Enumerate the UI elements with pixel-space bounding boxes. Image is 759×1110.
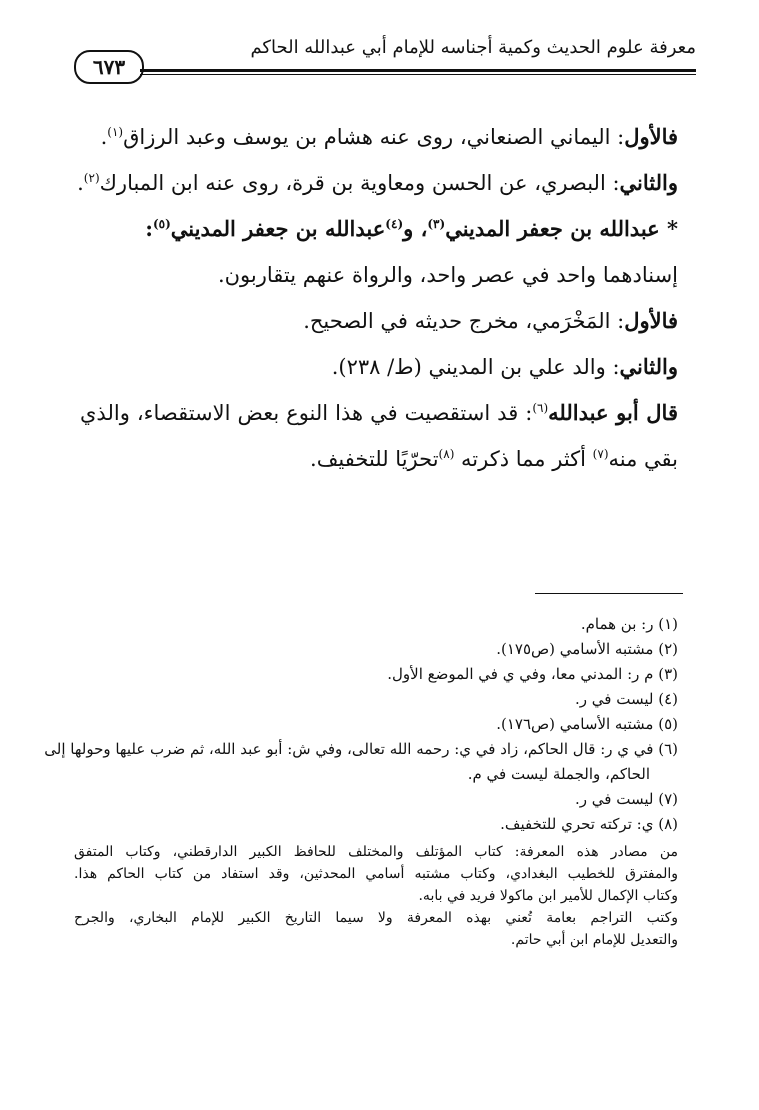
- footnote-1: (١) ر: بن همام.: [580, 615, 678, 633]
- sources-line-4: وكتب التراجم بعامة تُعني بهذه المعرفة ولا سيما التاريخ الكبير للإمام البخاري، والجرح: [74, 910, 678, 926]
- footnote-4: (٤) ليست في ر.: [575, 690, 678, 708]
- footnote-6: (٦) في ي ر: قال الحاكم، زاد في ي: رحمه الله تعالى، وفي ش: أبو عبد الله، ثم ضرب عليها وحولها إلى: [44, 740, 678, 758]
- label-abu-abdullah: قال أبو عبدالله: [548, 400, 678, 425]
- page-header: [74, 34, 696, 92]
- section-heading: [80, 206, 678, 252]
- footnote-5: (٥) مشتبه الأسامي (ص١٧٦).: [496, 715, 678, 733]
- heading-name-2: عبدالله بن جعفر المديني: [170, 216, 386, 241]
- sources-line-1: من مصادر هذه المعرفة: كتاب المؤتلف والمختلف للحافظ الكبير الدارقطني، وكتاب المتفق: [74, 844, 678, 860]
- page-number: ٦٧٣: [74, 50, 144, 84]
- text-conclusion-b: أكثر مما ذكرته: [454, 447, 593, 471]
- footnotes: [44, 612, 678, 951]
- text-conclusion: : قد استقصيت في هذا النوع بعض الاستقصاء، والذي: [80, 401, 533, 425]
- footnote-ref-3: (٣): [427, 217, 446, 231]
- text-second: : البصري، عن الحسن ومعاوية بن قرة، روى عنه ابن المبارك: [99, 171, 620, 195]
- footnote-ref-5: (٥): [152, 217, 171, 231]
- footnote-ref-2: (٢): [83, 171, 100, 185]
- paragraph-first-2: [80, 298, 678, 344]
- label-second-2: والثاني: [619, 354, 678, 379]
- running-title: معرفة علوم الحديث وكمية أجناسه للإمام أبي عبدالله الحاكم: [250, 37, 696, 58]
- text-first-2: : المَخْرَمي، مخرج حديثه في الصحيح.: [303, 309, 625, 333]
- paragraph-first: [80, 114, 678, 160]
- footnote-8: (٨) ي: تركته تحري للتخفيف.: [500, 815, 678, 833]
- sources-line-3: وكتاب الإكمال للأمير ابن ماكولا فريد في بابه.: [418, 888, 678, 904]
- main-text: [77, 114, 678, 482]
- label-first-2: فالأول: [624, 308, 678, 333]
- text-second-2: : والد علي بن المديني (ط/ ٢٣٨).: [331, 355, 620, 379]
- header-rule-thin: [140, 74, 696, 75]
- footnote-ref-6: (٦): [532, 401, 549, 415]
- heading-conj: ، و: [403, 216, 428, 241]
- paragraph-conclusion-end: [80, 436, 678, 482]
- footnote-ref-1: (١): [107, 125, 124, 139]
- star-marker: *: [667, 216, 678, 241]
- text-conclusion-a: بقي منه: [608, 447, 678, 471]
- footnote-7: (٧) ليست في ر.: [575, 790, 678, 808]
- punct: :: [145, 216, 153, 241]
- sources-note: [74, 841, 678, 951]
- sources-line-2: والمفترق للخطيب البغدادي، وكتاب مشتبه أسامي المحدثين، وقد استفاد من كتاب الحاكم هذا.: [74, 866, 678, 882]
- footnote-2: (٢) مشتبه الأسامي (ص١٧٥).: [496, 640, 678, 658]
- punct: .: [100, 125, 108, 149]
- paragraph-isnad: إسنادهما واحد في عصر واحد، والرواة عنهم يتقاربون.: [217, 263, 678, 287]
- footnote-3: (٣) م ر: المدني معا، وفي ي في الموضع الأول.: [387, 665, 678, 683]
- paragraph-second-2: [80, 344, 678, 390]
- sources-line-5: والتعديل للإمام ابن أبي حاتم.: [510, 932, 678, 948]
- paragraph-conclusion: [80, 390, 678, 436]
- footnote-6-continued: الحاكم، والجملة ليست في م.: [467, 765, 650, 783]
- footnote-separator: [535, 593, 683, 594]
- heading-name-1: عبدالله بن جعفر المديني: [445, 216, 660, 241]
- footnote-ref-7: (٧): [592, 447, 609, 461]
- footnote-ref-8: (٨): [438, 447, 455, 461]
- text-conclusion-c: تحرّيًا للتخفيف.: [310, 447, 439, 471]
- text-first: : اليماني الصنعاني، روى عنه هشام بن يوسف وعبد الرزاق: [123, 125, 625, 149]
- header-rule: [140, 69, 696, 72]
- punct: .: [77, 171, 84, 195]
- paragraph-second: [77, 160, 678, 206]
- footnote-ref-4: (٤): [385, 217, 404, 231]
- label-first: فالأول: [624, 124, 678, 149]
- label-second: والثاني: [619, 170, 678, 195]
